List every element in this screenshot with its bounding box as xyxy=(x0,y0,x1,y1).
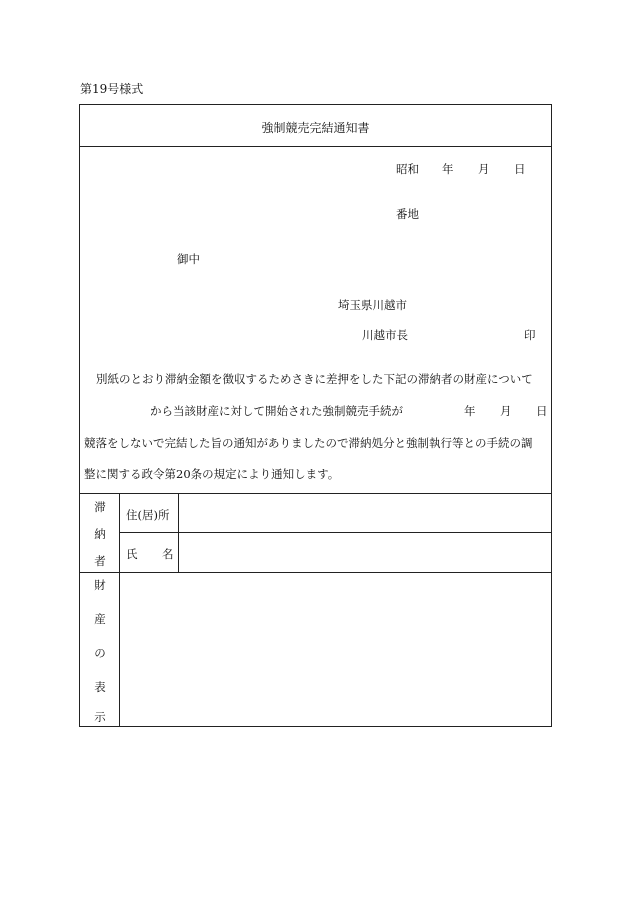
form-title: 強制競売完結通知書 xyxy=(261,121,370,135)
issuer-city: 埼玉県川越市 xyxy=(338,298,407,312)
address-label: 番地 xyxy=(396,207,419,221)
property-header-char: の xyxy=(94,646,106,660)
body-line-1: 別紙のとおり滞納金額を徴収するためさきに差押をした下記の滞納者の財産について xyxy=(96,372,533,386)
date-day-label: 日 xyxy=(514,162,526,176)
notice-form xyxy=(79,104,552,727)
recipient-suffix: 御中 xyxy=(177,252,200,266)
delinquent-section-top xyxy=(80,493,551,494)
body-line-2-year: 年 xyxy=(464,404,476,418)
issuer-mayor: 川越市長 xyxy=(362,328,408,342)
seal-mark: 印 xyxy=(524,328,536,342)
delinquent-header-char: 者 xyxy=(94,554,106,568)
property-header-char: 財 xyxy=(94,578,106,592)
property-header-char: 表 xyxy=(94,680,106,694)
date-era: 昭和 xyxy=(396,162,419,176)
property-header-char: 示 xyxy=(94,710,106,724)
delinquent-header-char: 滞 xyxy=(94,500,106,514)
body-line-4: 整に関する政令第20条の規定により通知します。 xyxy=(84,467,340,481)
form-number: 第19号様式 xyxy=(80,82,144,96)
delinquent-header-char: 納 xyxy=(94,527,106,541)
delinquent-address-label: 住(居)所 xyxy=(126,508,170,522)
body-line-2-month: 月 xyxy=(500,404,512,418)
address-row-divider xyxy=(119,532,551,533)
body-line-3: 競落をしないで完結した旨の通知がありましたので滞納処分と強制執行等との手続の調 xyxy=(84,436,533,450)
body-line-2-day: 日 xyxy=(536,404,548,418)
date-month-label: 月 xyxy=(478,162,490,176)
property-header-char: 産 xyxy=(94,612,106,626)
title-divider xyxy=(80,146,551,147)
delinquent-name-label-1: 氏 xyxy=(126,547,138,561)
date-year-label: 年 xyxy=(442,162,454,176)
property-section-top xyxy=(80,572,551,573)
body-line-2: から当該財産に対して開始された強制競売手続が xyxy=(150,404,403,418)
delinquent-name-label-2: 名 xyxy=(162,547,174,561)
